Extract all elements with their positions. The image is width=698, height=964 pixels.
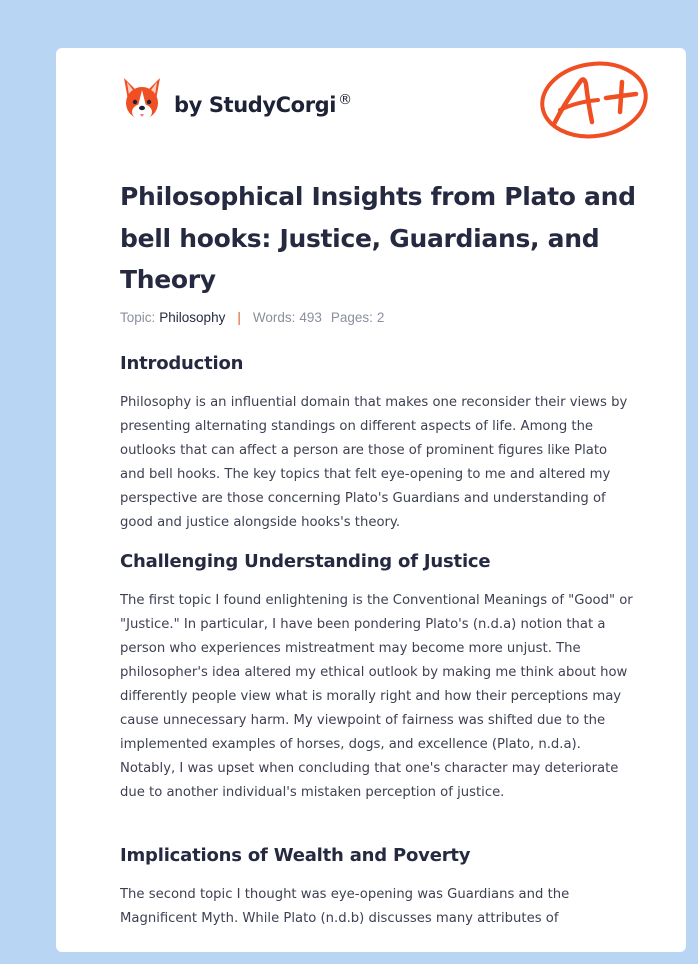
section-paragraph-introduction: Philosophy is an influential domain that makes one reconsider their views by presenting alternating standings on different aspects of life. Among the outlooks that can affect a person are those of prominent figures like Plato and bell hooks. The key topics that felt eye-opening to me and altered my perspective are those concerning Plato's Guardians and understanding of good and justice alongside hooks's theory. [120, 395, 628, 530]
document-page [56, 48, 686, 952]
corgi-logo-icon [120, 76, 164, 122]
section-heading-wealth: Implications of Wealth and Poverty [120, 845, 471, 866]
section-paragraph-justice: The first topic I found enlightening is the Conventional Meanings of "Good" or "Justice." In particular, I have been pondering Plato's (n.d.a) notion that a person who experiences mistreatment may become more unjust. The philosopher's idea altered my ethical outlook by making me think about how differently people view what is morally right and how their perceptions may cause unnecessary harm. My viewpoint of fairness was shifted due to the implemented examples of horses, dogs, and excellence (Plato, n.d.a). Notably, I was upset when concluding that one's character may deteriorate due to another individual's mistaken perception of justice. [120, 593, 633, 800]
meta-separator: | [237, 310, 241, 325]
topic-label: Topic: [120, 310, 156, 325]
studycorgi-logo[interactable] [120, 76, 352, 122]
section-heading-justice: Challenging Understanding of Justice [120, 551, 491, 572]
words-label: Words: [252, 310, 296, 325]
registered-mark: ® [338, 91, 352, 108]
pages-label: Pages: [330, 310, 373, 325]
words-count: 493 [299, 310, 322, 325]
essay-title: Philosophical Insights from Plato and bell hooks: Justice, Guardians, and Theory [120, 182, 636, 294]
topic-link[interactable]: Philosophy [159, 310, 226, 325]
brand-name: by StudyCorgi ® [174, 91, 352, 117]
essay-meta [120, 310, 384, 325]
section-heading-introduction: Introduction [120, 353, 244, 374]
a-plus-grade-icon [536, 58, 654, 142]
section-paragraph-wealth: The second topic I thought was eye-opening was Guardians and the Magnificent Myth. While Plato (n.d.b) discusses many attributes of [120, 887, 570, 926]
pages-count: 2 [376, 310, 385, 325]
